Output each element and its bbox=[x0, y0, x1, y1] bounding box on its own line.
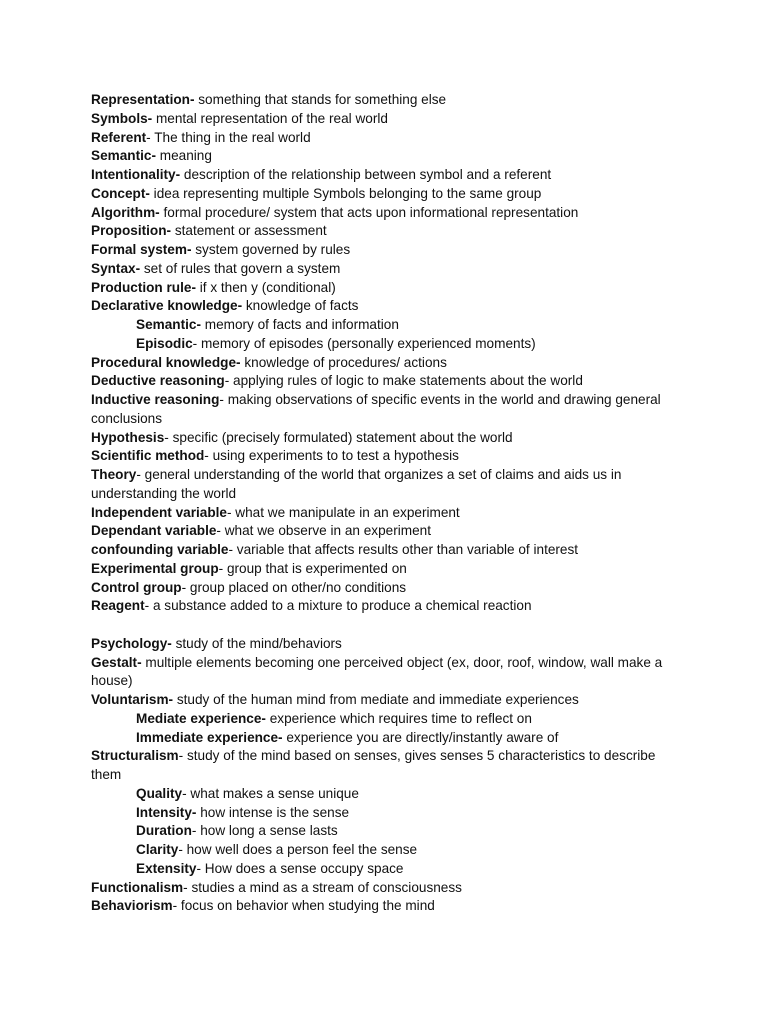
definition-text: system governed by rules bbox=[191, 242, 351, 257]
definition-text: experience which requires time to reflect on bbox=[265, 710, 532, 726]
term-label: Concept- bbox=[91, 185, 150, 201]
sub-definition-entry bbox=[91, 841, 681, 860]
term-label: Hypothesis bbox=[91, 429, 165, 445]
definition-text: - a substance added to a mixture to produce a chemical reaction bbox=[144, 598, 532, 614]
definition-entry bbox=[91, 522, 681, 541]
term-label: Episodic bbox=[136, 335, 193, 351]
definition-text: - applying rules of logic to make statements about the world bbox=[224, 373, 583, 389]
definition-entry bbox=[91, 654, 681, 692]
term-label: Experimental group bbox=[91, 560, 219, 576]
term-label: Scientific method bbox=[91, 448, 205, 464]
definition-entry bbox=[91, 222, 681, 241]
term-label: Deductive reasoning bbox=[91, 373, 225, 389]
term-label: Intensity- bbox=[136, 804, 197, 820]
definition-text: experience you are directly/instantly aware of bbox=[282, 729, 559, 745]
definition-text: - variable that affects results other than variable of interest bbox=[228, 542, 579, 557]
definition-entry bbox=[91, 297, 681, 316]
definition-entry bbox=[91, 91, 681, 110]
definition-entry bbox=[91, 147, 681, 166]
term-label: Voluntarism- bbox=[91, 692, 174, 707]
definition-text: mental representation of the real world bbox=[152, 110, 388, 126]
term-label: Syntax- bbox=[91, 260, 141, 276]
term-label: Psychology- bbox=[91, 635, 172, 651]
definition-entry bbox=[91, 541, 681, 560]
definition-text: - The thing in the real world bbox=[146, 129, 311, 145]
definition-text: knowledge of procedures/ actions bbox=[240, 354, 447, 370]
sub-definition-entry bbox=[91, 804, 681, 823]
definition-entry bbox=[91, 185, 681, 204]
sub-definition-entry bbox=[91, 785, 681, 804]
term-label: Immediate experience- bbox=[136, 729, 283, 745]
definition-text: - group that is experimented on bbox=[218, 560, 407, 576]
term-label: Duration bbox=[136, 823, 192, 839]
definition-entry bbox=[91, 166, 681, 185]
definition-text: study of the human mind from mediate and immediate experiences bbox=[173, 692, 579, 707]
definition-entry bbox=[91, 597, 681, 616]
definition-entry bbox=[91, 279, 681, 298]
term-label: Theory bbox=[91, 467, 137, 482]
definition-text: idea representing multiple Symbols belonging to the same group bbox=[149, 185, 542, 201]
sub-definition-entry bbox=[91, 860, 681, 879]
term-label: Algorithm- bbox=[91, 204, 160, 220]
term-label: Functionalism bbox=[91, 879, 184, 895]
term-label: Clarity bbox=[136, 842, 179, 857]
sub-definition-entry bbox=[91, 316, 681, 335]
definition-entry bbox=[91, 110, 681, 129]
definition-entry bbox=[91, 504, 681, 523]
definition-text: - study of the mind based on senses, gives senses 5 characteristics to describe them bbox=[91, 748, 656, 782]
term-label: Representation- bbox=[91, 92, 195, 107]
term-label: Inductive reasoning bbox=[91, 392, 220, 407]
definition-entry bbox=[91, 260, 681, 279]
definition-entry bbox=[91, 691, 681, 710]
definition-entry bbox=[91, 447, 681, 466]
term-label: Gestalt- bbox=[91, 654, 142, 670]
definition-text: - what we manipulate in an experiment bbox=[226, 504, 460, 520]
term-label: Formal system- bbox=[91, 242, 192, 257]
definition-text: meaning bbox=[155, 148, 212, 164]
definition-text: statement or assessment bbox=[171, 223, 327, 239]
definition-text: if x then y (conditional) bbox=[195, 279, 336, 295]
term-label: Semantic- bbox=[136, 317, 201, 332]
definition-entry bbox=[91, 579, 681, 598]
section-gap bbox=[91, 616, 681, 635]
definition-text: - memory of episodes (personally experienced moments) bbox=[192, 335, 536, 351]
term-label: Control group bbox=[91, 579, 182, 595]
term-label: Declarative knowledge- bbox=[91, 298, 243, 314]
definition-entry bbox=[91, 372, 681, 391]
term-label: Intentionality- bbox=[91, 167, 181, 182]
term-label: Procedural knowledge- bbox=[91, 354, 241, 370]
document-page bbox=[91, 91, 681, 916]
sub-definition-entry bbox=[91, 822, 681, 841]
definition-text: - studies a mind as a stream of consciousness bbox=[183, 879, 462, 895]
term-label: Structuralism bbox=[91, 748, 179, 764]
definition-text: - using experiments to to test a hypothesis bbox=[204, 448, 459, 464]
definition-entry bbox=[91, 897, 681, 916]
sub-definition-entry bbox=[91, 710, 681, 729]
term-label: Quality bbox=[136, 785, 183, 801]
definition-text: - what we observe in an experiment bbox=[216, 523, 431, 539]
term-label: Behaviorism bbox=[91, 898, 173, 914]
definition-text: how intense is the sense bbox=[196, 804, 350, 820]
definition-text: - making observations of specific events in the world and drawing general conclusions bbox=[91, 392, 661, 426]
definition-text: - specific (precisely formulated) statement about the world bbox=[164, 429, 513, 445]
term-label: Proposition- bbox=[91, 223, 172, 239]
definition-entry bbox=[91, 241, 681, 260]
definition-entry bbox=[91, 429, 681, 448]
definition-entry bbox=[91, 635, 681, 654]
definition-entry bbox=[91, 879, 681, 898]
definition-text: study of the mind/behaviors bbox=[171, 635, 342, 651]
term-label: Referent bbox=[91, 129, 147, 145]
term-label: Reagent bbox=[91, 598, 145, 614]
definition-entry bbox=[91, 354, 681, 373]
term-label: Independent variable bbox=[91, 504, 227, 520]
definition-text: - general understanding of the world that organizes a set of claims and aids us in understanding the world bbox=[91, 467, 622, 501]
sub-definition-entry bbox=[91, 335, 681, 354]
definition-text: multiple elements becoming one perceived object (ex, door, roof, window, wall make a house) bbox=[91, 654, 663, 689]
definition-text: memory of facts and information bbox=[200, 317, 399, 332]
definitions-section-2 bbox=[91, 635, 681, 916]
definition-text: - How does a sense occupy space bbox=[196, 860, 404, 876]
definition-text: - focus on behavior when studying the mind bbox=[172, 898, 435, 914]
definition-text: description of the relationship between symbol and a referent bbox=[180, 167, 552, 182]
definition-text: formal procedure/ system that acts upon informational representation bbox=[159, 204, 579, 220]
definition-entry bbox=[91, 391, 681, 429]
definition-entry bbox=[91, 466, 681, 504]
term-label: Production rule- bbox=[91, 279, 196, 295]
term-label: Semantic- bbox=[91, 148, 156, 164]
definition-text: - how well does a person feel the sense bbox=[178, 842, 418, 857]
definition-text: set of rules that govern a system bbox=[140, 260, 341, 276]
definitions-section-1 bbox=[91, 91, 681, 616]
sub-definition-entry bbox=[91, 729, 681, 748]
definition-entry bbox=[91, 129, 681, 148]
term-label: confounding variable bbox=[91, 542, 229, 557]
definition-text: - what makes a sense unique bbox=[182, 785, 359, 801]
term-label: Mediate experience- bbox=[136, 710, 266, 726]
definition-entry bbox=[91, 560, 681, 579]
definition-text: something that stands for something else bbox=[194, 92, 447, 107]
definition-text: knowledge of facts bbox=[242, 298, 359, 314]
definition-entry bbox=[91, 747, 681, 785]
definition-text: - how long a sense lasts bbox=[191, 823, 338, 839]
term-label: Symbols- bbox=[91, 110, 153, 126]
definition-entry bbox=[91, 204, 681, 223]
term-label: Extensity bbox=[136, 860, 197, 876]
definition-text: - group placed on other/no conditions bbox=[181, 579, 407, 595]
term-label: Dependant variable bbox=[91, 523, 217, 539]
